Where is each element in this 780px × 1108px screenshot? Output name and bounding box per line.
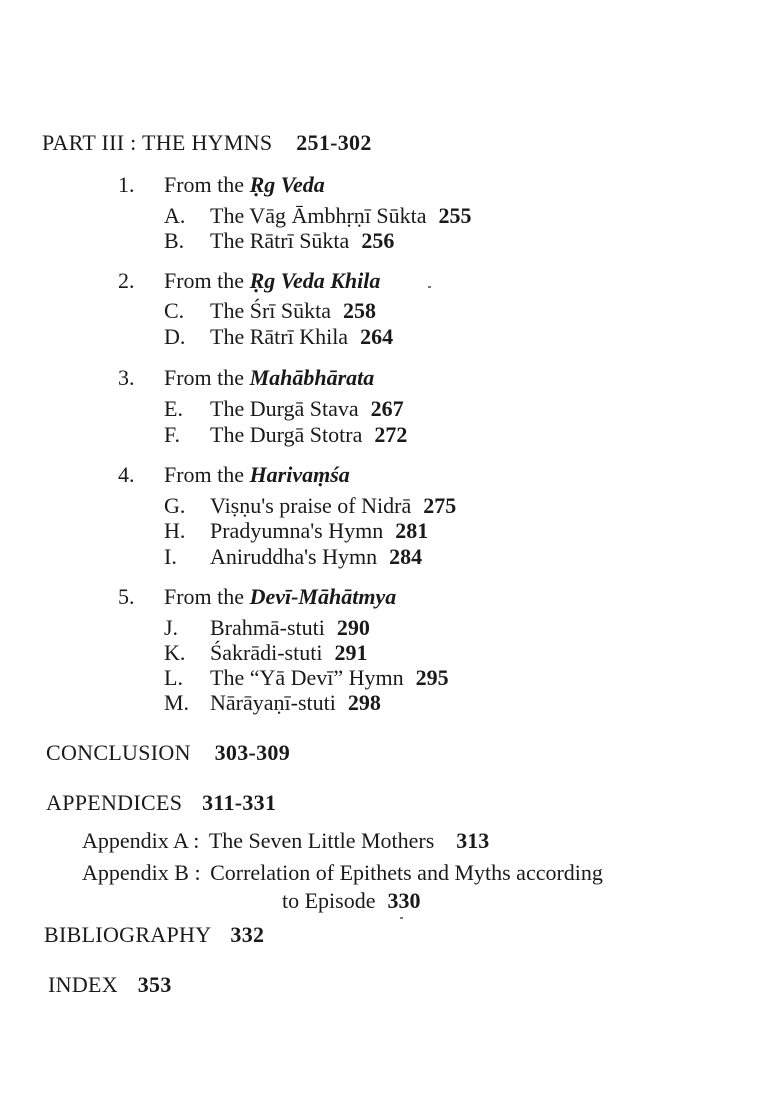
toc-entry [164,203,472,229]
conclusion-title: CONCLUSION [46,740,191,765]
entry-title: Aniruddha's Hymn [210,544,378,569]
conclusion-heading [46,740,290,766]
toc-entry [164,665,449,691]
entry-letter: M. [164,690,190,715]
appendix-entry-continuation [282,888,421,914]
entry-title: The Śrī Sūkta [210,298,331,323]
group-source: Mahābhārata [249,365,375,390]
entry-letter: C. [164,298,185,323]
entry-page: 281 [395,518,429,543]
entry-page: 298 [347,690,381,715]
toc-group-heading [118,365,374,391]
entry-letter: H. [164,518,186,543]
toc-group-heading [118,268,380,294]
group-source: Ṛg Veda Khila [249,268,381,293]
bibliography-heading [44,922,264,948]
entry-page: 290 [336,615,370,640]
entry-title: The Vāg Āmbhṛṇī Sūkta [210,203,427,228]
entry-title: The Durgā Stava [210,396,359,421]
appendices-title: APPENDICES [46,790,183,815]
entry-title: Brahmā-stuti [210,615,325,640]
entry-letter: A. [164,203,186,228]
group-number: 4. [118,462,135,487]
entry-letter: G. [164,493,186,518]
entry-title: Viṣṇu's praise of Nidrā [210,493,412,518]
group-prefix: From the [164,172,250,197]
toc-entry [164,298,376,324]
toc-entry [164,493,456,519]
entry-title: The Rātrī Sūkta [210,228,350,253]
appendices-pages: 311-331 [202,790,277,815]
index-page: 353 [137,972,172,997]
toc-entry [164,518,428,544]
group-source: Devī-Māhātmya [249,584,397,609]
toc-entry [164,324,393,350]
part3-title: PART III : THE HYMNS [42,130,273,155]
entry-letter: B. [164,228,185,253]
entry-page: 275 [423,493,457,518]
appendices-heading [46,790,276,816]
part3-pages: 251-302 [296,130,372,155]
scan-speck [400,917,403,919]
group-prefix: From the [164,268,250,293]
entry-letter: K. [164,640,186,665]
group-source: Harivaṃśa [249,462,350,487]
entry-title: The Durgā Stotra [210,422,363,447]
group-number: 3. [118,365,135,390]
entry-title: Nārāyaṇī-stuti [210,690,336,715]
entry-letter: L. [164,665,183,690]
entry-page: 255 [438,203,472,228]
appendix-page: 330 [387,888,421,913]
group-prefix: From the [164,584,250,609]
entry-page: 272 [374,422,408,447]
part3-heading [42,130,372,156]
entry-page: 258 [343,298,376,323]
entry-title: The Rātrī Khila [210,324,349,349]
group-prefix: From the [164,462,250,487]
appendix-label: Appendix A : [82,828,200,853]
entry-page: 256 [361,228,395,253]
appendix-title: Correlation of Epithets and Myths according [210,860,603,885]
entry-page: 267 [370,396,404,421]
toc-group-heading [118,462,350,488]
appendix-page: 313 [456,828,490,853]
index-title: INDEX [48,972,118,997]
conclusion-pages: 303-309 [214,740,291,765]
entry-title: The “Yā Devī” Hymn [210,665,404,690]
entry-page: 291 [334,640,368,665]
group-number: 5. [118,584,135,609]
toc-entry [164,615,370,641]
scan-speck [428,286,431,288]
entry-page: 284 [389,544,423,569]
bibliography-page: 332 [230,922,265,947]
appendix-title-cont: to Episode [282,888,376,913]
group-prefix: From the [164,365,250,390]
toc-entry [164,396,404,422]
toc-entry [164,228,394,254]
entry-title: Śakrādi-stuti [210,640,323,665]
toc-group-heading [118,584,396,610]
entry-letter: D. [164,324,186,349]
toc-entry [164,544,422,570]
toc-entry [164,422,407,448]
toc-entry [164,640,367,666]
appendix-entry [82,860,603,886]
toc-entry [164,690,381,716]
group-source: Ṛg Veda [249,172,325,197]
entry-letter: F. [164,422,180,447]
appendix-title: The Seven Little Mothers [208,828,435,853]
entry-page: 264 [360,324,394,349]
bibliography-title: BIBLIOGRAPHY [44,922,211,947]
entry-page: 295 [415,665,449,690]
group-number: 2. [118,268,135,293]
entry-letter: I. [164,544,177,569]
entry-title: Pradyumna's Hymn [210,518,384,543]
appendix-label: Appendix B : [82,860,201,885]
entry-letter: J. [164,615,179,640]
index-heading [48,972,172,998]
toc-group-heading [118,172,325,198]
entry-letter: E. [164,396,183,421]
appendix-entry [82,828,489,854]
group-number: 1. [118,172,135,197]
